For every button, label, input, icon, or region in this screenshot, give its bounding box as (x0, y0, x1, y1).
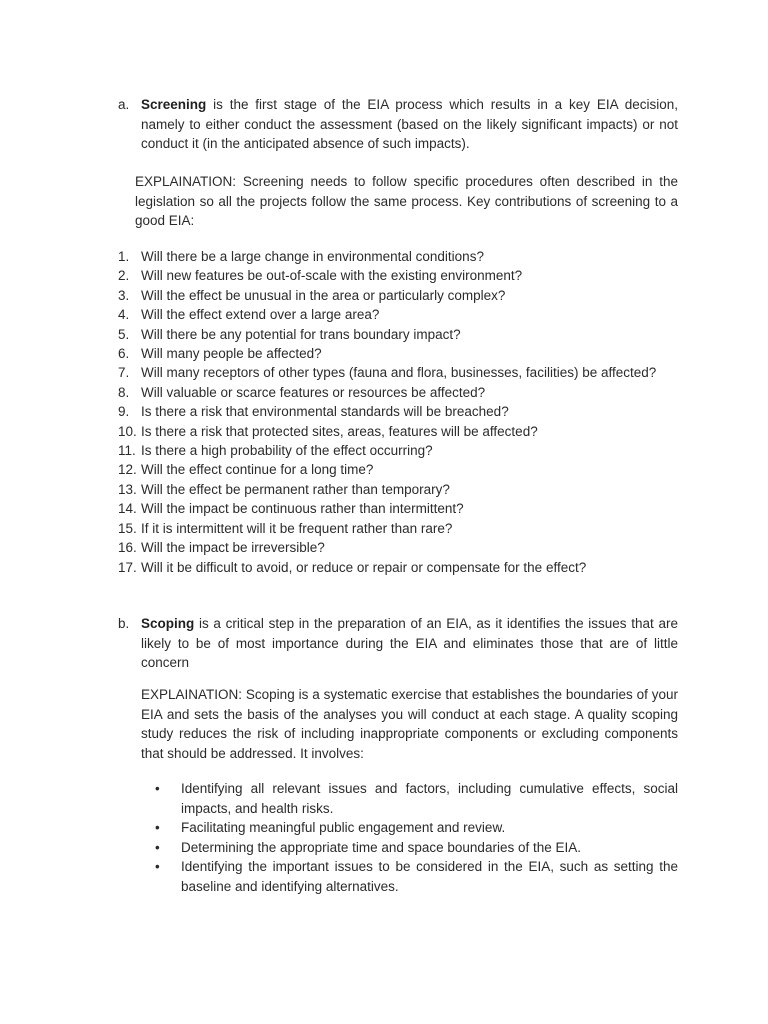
list-item-number: 6. (118, 346, 130, 362)
list-item (118, 325, 683, 344)
list-item-text: Will many receptors of other types (fauna and flora, businesses, facilities) be affected? (141, 365, 657, 381)
bullet-icon: • (155, 781, 160, 796)
list-item-text: Will there be a large change in environmental conditions? (141, 249, 484, 264)
list-item (155, 818, 678, 838)
list-item (118, 519, 683, 538)
list-item (118, 286, 683, 305)
list-item (155, 838, 678, 858)
list-item (118, 460, 683, 479)
list-item-number: 10. (118, 423, 137, 439)
list-item (118, 402, 683, 421)
list-item-number: 4. (118, 307, 130, 323)
list-item-text: Identifying the important issues to be considered in the EIA, such as setting the baseline and identifying alternatives. (181, 859, 678, 894)
list-item-text: Will there be any potential for trans boundary impact? (141, 326, 461, 342)
list-item-text: Identifying all relevant issues and factors, including cumulative effects, social impacts, and health risks. (181, 781, 678, 816)
list-item (118, 499, 683, 518)
screening-questions-list (118, 247, 683, 577)
list-item-text: Will many people be affected? (141, 346, 322, 362)
list-item (118, 305, 683, 324)
list-item (118, 266, 683, 285)
list-item (155, 779, 678, 818)
section-a-marker: a. (118, 97, 130, 112)
section-b-explanation: EXPLAINATION: Scoping is a systematic exercise that establishes the boundaries of your EIA and sets the basis of the analyses you will conduct at each stage. A quality scoping study reduces the risk of including inappropriate components or excluding components that should be addressed. It involves: (141, 687, 678, 761)
list-item (155, 857, 678, 896)
list-item-text: Will the effect continue for a long time? (141, 462, 374, 478)
list-item-text: If it is intermittent will it be frequent rather than rare? (141, 520, 453, 536)
list-item-number: 14. (118, 501, 137, 517)
bullet-icon: • (155, 820, 160, 835)
list-item-text: Will the effect extend over a large area? (141, 307, 380, 323)
scoping-bullet-list (155, 779, 678, 896)
list-item-text: Is there a high probability of the effect occurring? (141, 443, 433, 459)
list-item (118, 558, 683, 577)
list-item-text: Will new features be out-of-scale with the existing environment? (141, 268, 523, 284)
list-item-number: 17. (118, 559, 137, 575)
list-item-number: 8. (118, 384, 130, 400)
list-item-text: Facilitating meaningful public engagement and review. (181, 820, 506, 835)
list-item-number: 11. (118, 443, 136, 459)
list-item-number: 13. (118, 481, 137, 497)
list-item-number: 9. (118, 404, 130, 420)
list-item-text: Will the impact be irreversible? (141, 540, 325, 556)
section-b-definition (141, 614, 678, 673)
list-item (118, 480, 683, 499)
list-item-text: Determining the appropriate time and space boundaries of the EIA. (181, 839, 581, 855)
bullet-icon: • (155, 859, 160, 874)
list-item-number: 3. (118, 287, 130, 303)
list-item (118, 344, 683, 363)
list-item (118, 422, 683, 441)
list-item (118, 363, 683, 382)
list-item-text: Will the effect be unusual in the area or particularly complex? (141, 287, 506, 303)
list-item (118, 538, 683, 557)
section-b-marker: b. (118, 616, 130, 631)
list-item (118, 383, 683, 402)
section-a-definition-text: is the first stage of the EIA process which results in a key EIA decision, namely to either conduct the assessment (based on the likely significant impacts) or not conduct it (in the anticipated absence of such impacts). (141, 97, 678, 151)
list-item-number: 16. (118, 540, 137, 556)
list-item-number: 12. (118, 462, 137, 478)
list-item-number: 2. (118, 268, 130, 284)
section-a-definition (141, 95, 678, 154)
list-item-text: Will the impact be continuous rather than intermittent? (141, 501, 464, 517)
section-a-explanation: EXPLAINATION: Screening needs to follow specific procedures often described in the legislation so all the projects follow the same process. Key contributions of screening to a good EIA: (135, 174, 678, 228)
list-item-text: Is there a risk that environmental standards will be breached? (141, 404, 509, 420)
list-item-number: 7. (118, 365, 130, 381)
section-b-definition-text: is a critical step in the preparation of an EIA, as it identifies the issues that are likely to be of most importance during the EIA and eliminates those that are of little concern (141, 616, 678, 670)
list-item-number: 1. (118, 249, 130, 264)
list-item (118, 247, 683, 266)
list-item-number: 15. (118, 520, 137, 536)
list-item-text: Will it be difficult to avoid, or reduce or repair or compensate for the effect? (141, 559, 587, 575)
list-item-text: Will the effect be permanent rather than temporary? (141, 481, 450, 497)
list-item (118, 441, 683, 460)
list-item-text: Is there a risk that protected sites, areas, features will be affected? (141, 423, 538, 439)
list-item-text: Will valuable or scarce features or resources be affected? (141, 384, 486, 400)
section-a-term: Screening (141, 97, 207, 112)
list-item-number: 5. (118, 326, 130, 342)
section-b-term: Scoping (141, 616, 195, 631)
bullet-icon: • (155, 839, 160, 855)
